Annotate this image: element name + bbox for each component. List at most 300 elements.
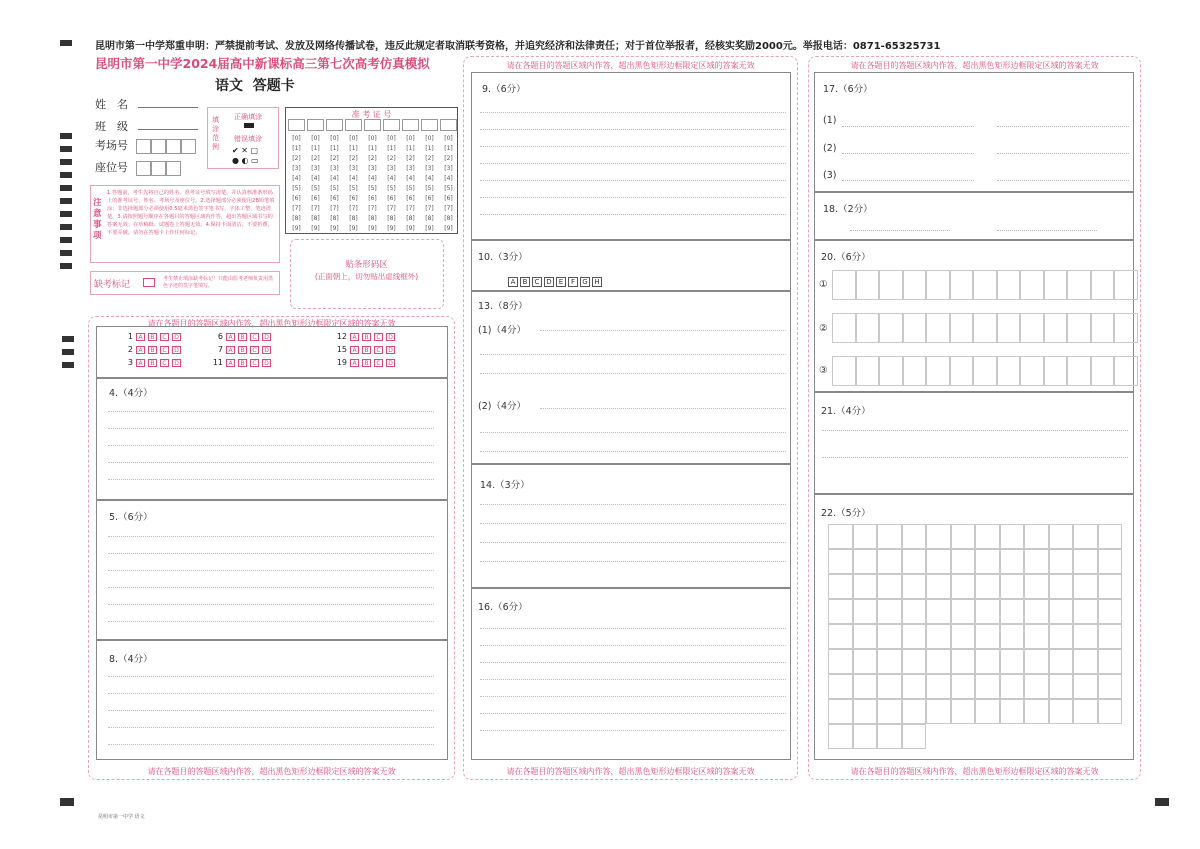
mc-option-bubble[interactable]: A <box>226 333 235 341</box>
writing-grid-cell[interactable] <box>902 724 927 749</box>
exam-number-bubble[interactable]: [2] <box>406 155 415 162</box>
writing-grid-cell[interactable] <box>828 624 853 649</box>
writing-grid-cell[interactable] <box>1024 649 1049 674</box>
answer-line[interactable] <box>480 354 786 355</box>
exam-number-bubble[interactable]: [5] <box>387 185 396 192</box>
answer-line[interactable] <box>480 504 786 505</box>
exam-number-bubble[interactable]: [3] <box>425 165 434 172</box>
exam-number-bubble[interactable]: [6] <box>406 195 415 202</box>
mc-option-bubble[interactable]: C <box>160 333 169 341</box>
writing-grid-cell[interactable] <box>1024 624 1049 649</box>
mc-option-bubble[interactable]: D <box>172 359 181 367</box>
writing-grid-cell[interactable] <box>1098 524 1123 549</box>
answer-line[interactable] <box>480 432 786 433</box>
exam-number-bubble[interactable]: [0] <box>311 135 320 142</box>
exam-number-bubble[interactable]: [7] <box>387 205 396 212</box>
answer-line[interactable] <box>480 645 786 646</box>
answer-line[interactable] <box>480 373 786 374</box>
answer-line[interactable] <box>842 126 974 127</box>
writing-grid-cell[interactable] <box>926 674 951 699</box>
writing-grid-cell[interactable] <box>1024 699 1049 724</box>
mc-option-bubble[interactable]: C <box>160 346 169 354</box>
exam-number-bubble[interactable]: [5] <box>311 185 320 192</box>
writing-grid-cell[interactable] <box>951 649 976 674</box>
exam-number-write-box[interactable] <box>288 119 305 131</box>
writing-grid-cell[interactable] <box>853 574 878 599</box>
writing-grid-cell[interactable] <box>926 649 951 674</box>
exam-number-bubble[interactable]: [7] <box>349 205 358 212</box>
answer-line[interactable] <box>108 693 434 694</box>
exam-number-write-box[interactable] <box>364 119 381 131</box>
exam-number-bubble[interactable]: [5] <box>368 185 377 192</box>
answer-line[interactable] <box>108 462 434 463</box>
exam-number-bubble[interactable]: [2] <box>425 155 434 162</box>
exam-number-bubble[interactable]: [3] <box>406 165 415 172</box>
writing-grid-cell[interactable] <box>1020 270 1044 300</box>
writing-grid-cell[interactable] <box>828 699 853 724</box>
exam-number-bubble[interactable]: [1] <box>368 145 377 152</box>
mc-option-bubble[interactable]: B <box>238 359 247 367</box>
writing-grid-cell[interactable] <box>950 313 974 343</box>
mc-option-bubble[interactable]: D <box>262 333 271 341</box>
exam-number-bubble[interactable]: [7] <box>406 205 415 212</box>
answer-line[interactable] <box>480 180 786 181</box>
answer-line[interactable] <box>108 710 434 711</box>
answer-line[interactable] <box>480 163 786 164</box>
writing-grid-cell[interactable] <box>1049 649 1074 674</box>
exam-number-write-box[interactable] <box>326 119 343 131</box>
mc-option-bubble[interactable]: B <box>148 346 157 354</box>
writing-grid-cell[interactable] <box>877 524 902 549</box>
writing-grid-cell[interactable] <box>903 313 927 343</box>
exam-number-bubble[interactable]: [9] <box>425 225 434 232</box>
answer-line[interactable] <box>480 146 786 147</box>
writing-grid-cell[interactable] <box>828 724 853 749</box>
writing-grid-cell[interactable] <box>1073 599 1098 624</box>
class-line[interactable] <box>138 129 198 130</box>
exam-number-bubble[interactable]: [9] <box>406 225 415 232</box>
exam-number-bubble[interactable]: [8] <box>292 215 301 222</box>
mc-option-bubble[interactable]: C <box>250 346 259 354</box>
exam-number-bubble[interactable]: [5] <box>292 185 301 192</box>
exam-number-bubble[interactable]: [1] <box>292 145 301 152</box>
mc-option-bubble[interactable]: B <box>238 346 247 354</box>
writing-grid-cell[interactable] <box>903 270 927 300</box>
answer-line[interactable] <box>480 628 786 629</box>
exam-number-bubble[interactable]: [1] <box>425 145 434 152</box>
exam-number-bubble[interactable]: [1] <box>387 145 396 152</box>
answer-line[interactable] <box>480 730 786 731</box>
answer-line[interactable] <box>108 727 434 728</box>
exam-number-bubble[interactable]: [8] <box>311 215 320 222</box>
answer-line[interactable] <box>108 411 434 412</box>
writing-grid-cell[interactable] <box>975 674 1000 699</box>
writing-grid-cell[interactable] <box>1098 624 1123 649</box>
writing-grid-cell[interactable] <box>853 674 878 699</box>
writing-grid-cell[interactable] <box>879 313 903 343</box>
writing-grid-cell[interactable] <box>832 313 856 343</box>
exam-number-bubble[interactable]: [3] <box>311 165 320 172</box>
mc-option-bubble[interactable]: B <box>148 333 157 341</box>
writing-grid-cell[interactable] <box>879 356 903 386</box>
exam-number-write-box[interactable] <box>383 119 400 131</box>
mc-option-bubble[interactable]: B <box>148 359 157 367</box>
exam-number-bubble[interactable]: [3] <box>368 165 377 172</box>
exam-number-bubble[interactable]: [1] <box>311 145 320 152</box>
answer-line[interactable] <box>480 112 786 113</box>
answer-line[interactable] <box>842 180 974 181</box>
exam-number-bubble[interactable]: [0] <box>387 135 396 142</box>
writing-grid-cell[interactable] <box>951 699 976 724</box>
exam-number-bubble[interactable]: [6] <box>311 195 320 202</box>
writing-grid-cell[interactable] <box>902 674 927 699</box>
writing-grid-cell[interactable] <box>1049 574 1074 599</box>
mc-option-bubble[interactable]: D <box>386 359 395 367</box>
writing-grid-cell[interactable] <box>973 356 997 386</box>
writing-grid-cell[interactable] <box>877 549 902 574</box>
exam-number-bubble[interactable]: [4] <box>311 175 320 182</box>
writing-grid-cell[interactable] <box>1114 270 1138 300</box>
writing-grid-cell[interactable] <box>853 524 878 549</box>
exam-number-bubble[interactable]: [4] <box>387 175 396 182</box>
exam-number-bubble[interactable]: [9] <box>311 225 320 232</box>
answer-line[interactable] <box>108 676 434 677</box>
absent-checkbox[interactable] <box>143 278 155 287</box>
exam-number-bubble[interactable]: [2] <box>330 155 339 162</box>
writing-grid-cell[interactable] <box>828 599 853 624</box>
writing-grid-cell[interactable] <box>853 649 878 674</box>
mc-option-bubble[interactable]: D <box>386 333 395 341</box>
writing-grid-cell[interactable] <box>832 356 856 386</box>
answer-line[interactable] <box>480 696 786 697</box>
writing-grid-cell[interactable] <box>975 624 1000 649</box>
exam-number-bubble[interactable]: [2] <box>311 155 320 162</box>
mc-option-bubble[interactable]: A <box>350 333 359 341</box>
writing-grid-cell[interactable] <box>951 624 976 649</box>
writing-grid-cell[interactable] <box>877 574 902 599</box>
writing-grid-cell[interactable] <box>1073 624 1098 649</box>
exam-number-bubble[interactable]: [0] <box>406 135 415 142</box>
answer-line[interactable] <box>997 126 1129 127</box>
writing-grid-cell[interactable] <box>975 574 1000 599</box>
exam-number-bubble[interactable]: [8] <box>368 215 377 222</box>
writing-grid-cell[interactable] <box>902 649 927 674</box>
answer-line[interactable] <box>480 542 786 543</box>
writing-grid-cell[interactable] <box>1024 674 1049 699</box>
answer-line[interactable] <box>480 197 786 198</box>
exam-number-bubble[interactable]: [9] <box>349 225 358 232</box>
exam-number-write-box[interactable] <box>421 119 438 131</box>
answer-line[interactable] <box>850 230 950 231</box>
exam-number-bubble[interactable]: [7] <box>368 205 377 212</box>
writing-grid-cell[interactable] <box>951 549 976 574</box>
writing-grid-cell[interactable] <box>853 599 878 624</box>
exam-number-bubble[interactable]: [1] <box>330 145 339 152</box>
writing-grid-cell[interactable] <box>1073 674 1098 699</box>
writing-grid-cell[interactable] <box>1091 313 1115 343</box>
exam-number-bubble[interactable]: [4] <box>425 175 434 182</box>
writing-grid-cell[interactable] <box>975 649 1000 674</box>
answer-line[interactable] <box>480 679 786 680</box>
mc-option-bubble[interactable]: C <box>374 359 383 367</box>
exam-number-bubble[interactable]: [9] <box>387 225 396 232</box>
writing-grid-cell[interactable] <box>877 649 902 674</box>
answer-line[interactable] <box>108 445 434 446</box>
exam-number-bubble[interactable]: [8] <box>444 215 453 222</box>
exam-number-bubble[interactable]: [2] <box>349 155 358 162</box>
answer-line[interactable] <box>108 744 434 745</box>
room-box[interactable] <box>136 139 151 154</box>
exam-number-bubble[interactable]: [5] <box>406 185 415 192</box>
writing-grid-cell[interactable] <box>951 574 976 599</box>
writing-grid-cell[interactable] <box>1044 313 1068 343</box>
exam-number-bubble[interactable]: [7] <box>425 205 434 212</box>
writing-grid-cell[interactable] <box>856 270 880 300</box>
writing-grid-cell[interactable] <box>926 574 951 599</box>
room-box[interactable] <box>166 139 181 154</box>
writing-grid-cell[interactable] <box>877 699 902 724</box>
exam-number-bubble[interactable]: [6] <box>425 195 434 202</box>
q10-option-bubble[interactable]: G <box>580 277 590 287</box>
exam-number-bubble[interactable]: [9] <box>444 225 453 232</box>
writing-grid-cell[interactable] <box>903 356 927 386</box>
writing-grid-cell[interactable] <box>1000 649 1025 674</box>
exam-number-bubble[interactable]: [0] <box>444 135 453 142</box>
writing-grid-cell[interactable] <box>950 270 974 300</box>
writing-grid-cell[interactable] <box>828 649 853 674</box>
answer-line[interactable] <box>480 713 786 714</box>
writing-grid-cell[interactable] <box>902 574 927 599</box>
exam-number-bubble[interactable]: [4] <box>368 175 377 182</box>
writing-grid-cell[interactable] <box>973 313 997 343</box>
exam-number-bubble[interactable]: [1] <box>349 145 358 152</box>
exam-number-write-box[interactable] <box>345 119 362 131</box>
writing-grid-cell[interactable] <box>828 524 853 549</box>
exam-number-bubble[interactable]: [4] <box>444 175 453 182</box>
mc-option-bubble[interactable]: A <box>136 359 145 367</box>
mc-option-bubble[interactable]: A <box>136 333 145 341</box>
mc-option-bubble[interactable]: A <box>136 346 145 354</box>
writing-grid-cell[interactable] <box>1073 699 1098 724</box>
answer-line[interactable] <box>822 457 1128 458</box>
answer-line[interactable] <box>480 214 786 215</box>
writing-grid-cell[interactable] <box>1024 574 1049 599</box>
answer-line[interactable] <box>480 451 786 452</box>
exam-number-bubble[interactable]: [2] <box>387 155 396 162</box>
q10-option-bubble[interactable]: A <box>508 277 518 287</box>
answer-line[interactable] <box>540 330 786 331</box>
exam-number-bubble[interactable]: [3] <box>387 165 396 172</box>
exam-number-bubble[interactable]: [4] <box>330 175 339 182</box>
mc-option-bubble[interactable]: B <box>362 333 371 341</box>
answer-line[interactable] <box>108 479 434 480</box>
exam-number-bubble[interactable]: [6] <box>387 195 396 202</box>
exam-number-bubble[interactable]: [6] <box>368 195 377 202</box>
writing-grid-cell[interactable] <box>1098 574 1123 599</box>
answer-line[interactable] <box>822 430 1128 431</box>
writing-grid-cell[interactable] <box>1067 356 1091 386</box>
exam-number-bubble[interactable]: [5] <box>349 185 358 192</box>
exam-number-write-box[interactable] <box>440 119 457 131</box>
writing-grid-cell[interactable] <box>856 313 880 343</box>
writing-grid-cell[interactable] <box>975 699 1000 724</box>
room-box[interactable] <box>181 139 196 154</box>
exam-number-bubble[interactable]: [2] <box>292 155 301 162</box>
writing-grid-cell[interactable] <box>877 624 902 649</box>
exam-number-bubble[interactable]: [5] <box>330 185 339 192</box>
exam-number-bubble[interactable]: [4] <box>349 175 358 182</box>
writing-grid-cell[interactable] <box>1000 624 1025 649</box>
writing-grid-cell[interactable] <box>1114 356 1138 386</box>
writing-grid-cell[interactable] <box>1000 599 1025 624</box>
exam-number-bubble[interactable]: [7] <box>311 205 320 212</box>
exam-number-bubble[interactable]: [1] <box>444 145 453 152</box>
writing-grid-cell[interactable] <box>973 270 997 300</box>
writing-grid-cell[interactable] <box>1049 599 1074 624</box>
exam-number-bubble[interactable]: [7] <box>444 205 453 212</box>
exam-number-bubble[interactable]: [5] <box>425 185 434 192</box>
writing-grid-cell[interactable] <box>828 674 853 699</box>
writing-grid-cell[interactable] <box>1098 549 1123 574</box>
exam-number-bubble[interactable]: [0] <box>349 135 358 142</box>
answer-line[interactable] <box>108 621 434 622</box>
writing-grid-cell[interactable] <box>926 624 951 649</box>
writing-grid-cell[interactable] <box>1044 270 1068 300</box>
mc-option-bubble[interactable]: A <box>226 359 235 367</box>
writing-grid-cell[interactable] <box>828 549 853 574</box>
writing-grid-cell[interactable] <box>902 599 927 624</box>
writing-grid-cell[interactable] <box>877 724 902 749</box>
exam-number-bubble[interactable]: [2] <box>444 155 453 162</box>
writing-grid-cell[interactable] <box>1000 549 1025 574</box>
exam-number-bubble[interactable]: [9] <box>330 225 339 232</box>
writing-grid-cell[interactable] <box>1044 356 1068 386</box>
writing-grid-cell[interactable] <box>1073 524 1098 549</box>
writing-grid-cell[interactable] <box>1073 574 1098 599</box>
writing-grid-cell[interactable] <box>975 524 1000 549</box>
exam-number-bubble[interactable]: [8] <box>387 215 396 222</box>
writing-grid-cell[interactable] <box>853 549 878 574</box>
writing-grid-cell[interactable] <box>1049 624 1074 649</box>
answer-line[interactable] <box>480 129 786 130</box>
writing-grid-cell[interactable] <box>1098 674 1123 699</box>
writing-grid-cell[interactable] <box>853 724 878 749</box>
mc-option-bubble[interactable]: C <box>250 333 259 341</box>
mc-option-bubble[interactable]: A <box>226 346 235 354</box>
writing-grid-cell[interactable] <box>951 524 976 549</box>
writing-grid-cell[interactable] <box>1114 313 1138 343</box>
answer-line[interactable] <box>997 180 1129 181</box>
writing-grid-cell[interactable] <box>853 624 878 649</box>
writing-grid-cell[interactable] <box>902 699 927 724</box>
writing-grid-cell[interactable] <box>902 524 927 549</box>
writing-grid-cell[interactable] <box>975 549 1000 574</box>
exam-number-bubble[interactable]: [6] <box>444 195 453 202</box>
exam-number-bubble[interactable]: [1] <box>406 145 415 152</box>
writing-grid-cell[interactable] <box>997 356 1021 386</box>
mc-option-bubble[interactable]: C <box>374 333 383 341</box>
writing-grid-cell[interactable] <box>926 524 951 549</box>
q10-option-bubble[interactable]: H <box>592 277 602 287</box>
mc-option-bubble[interactable]: B <box>362 359 371 367</box>
q10-option-bubble[interactable]: C <box>532 277 542 287</box>
mc-option-bubble[interactable]: B <box>362 346 371 354</box>
answer-line[interactable] <box>480 523 786 524</box>
writing-grid-cell[interactable] <box>856 356 880 386</box>
exam-number-bubble[interactable]: [0] <box>368 135 377 142</box>
q10-option-bubble[interactable]: B <box>520 277 530 287</box>
writing-grid-cell[interactable] <box>926 549 951 574</box>
writing-grid-cell[interactable] <box>1024 549 1049 574</box>
writing-grid-cell[interactable] <box>997 270 1021 300</box>
exam-number-bubble[interactable]: [0] <box>425 135 434 142</box>
exam-number-write-box[interactable] <box>307 119 324 131</box>
writing-grid-cell[interactable] <box>1020 356 1044 386</box>
answer-line[interactable] <box>108 553 434 554</box>
writing-grid-cell[interactable] <box>1098 699 1123 724</box>
seat-box[interactable] <box>166 161 181 176</box>
seat-box[interactable] <box>136 161 151 176</box>
mc-option-bubble[interactable]: C <box>374 346 383 354</box>
exam-number-write-box[interactable] <box>402 119 419 131</box>
writing-grid-cell[interactable] <box>902 624 927 649</box>
writing-grid-cell[interactable] <box>1073 649 1098 674</box>
writing-grid-cell[interactable] <box>1049 549 1074 574</box>
writing-grid-cell[interactable] <box>926 313 950 343</box>
answer-line[interactable] <box>108 570 434 571</box>
exam-number-bubble[interactable]: [6] <box>292 195 301 202</box>
answer-line[interactable] <box>842 153 974 154</box>
writing-grid-cell[interactable] <box>877 674 902 699</box>
writing-grid-cell[interactable] <box>997 313 1021 343</box>
writing-grid-cell[interactable] <box>877 599 902 624</box>
room-box[interactable] <box>151 139 166 154</box>
writing-grid-cell[interactable] <box>902 549 927 574</box>
writing-grid-cell[interactable] <box>926 356 950 386</box>
writing-grid-cell[interactable] <box>951 674 976 699</box>
exam-number-bubble[interactable]: [8] <box>330 215 339 222</box>
answer-line[interactable] <box>997 230 1097 231</box>
writing-grid-cell[interactable] <box>1024 599 1049 624</box>
writing-grid-cell[interactable] <box>926 599 951 624</box>
writing-grid-cell[interactable] <box>832 270 856 300</box>
exam-number-bubble[interactable]: [8] <box>349 215 358 222</box>
exam-number-bubble[interactable]: [6] <box>330 195 339 202</box>
answer-line[interactable] <box>540 408 786 409</box>
exam-number-bubble[interactable]: [3] <box>292 165 301 172</box>
exam-number-bubble[interactable]: [9] <box>368 225 377 232</box>
writing-grid-cell[interactable] <box>828 574 853 599</box>
writing-grid-cell[interactable] <box>1000 699 1025 724</box>
writing-grid-cell[interactable] <box>1091 270 1115 300</box>
writing-grid-cell[interactable] <box>1020 313 1044 343</box>
exam-number-bubble[interactable]: [4] <box>406 175 415 182</box>
q10-option-bubble[interactable]: E <box>556 277 566 287</box>
exam-number-bubble[interactable]: [6] <box>349 195 358 202</box>
exam-number-bubble[interactable]: [5] <box>444 185 453 192</box>
writing-grid-cell[interactable] <box>879 270 903 300</box>
name-line[interactable] <box>138 107 198 108</box>
exam-number-bubble[interactable]: [0] <box>292 135 301 142</box>
mc-option-bubble[interactable]: D <box>262 346 271 354</box>
answer-line[interactable] <box>480 561 786 562</box>
writing-grid-cell[interactable] <box>1091 356 1115 386</box>
exam-number-bubble[interactable]: [3] <box>330 165 339 172</box>
writing-grid-cell[interactable] <box>1067 270 1091 300</box>
answer-line[interactable] <box>108 604 434 605</box>
mc-option-bubble[interactable]: B <box>238 333 247 341</box>
writing-grid-cell[interactable] <box>1098 649 1123 674</box>
